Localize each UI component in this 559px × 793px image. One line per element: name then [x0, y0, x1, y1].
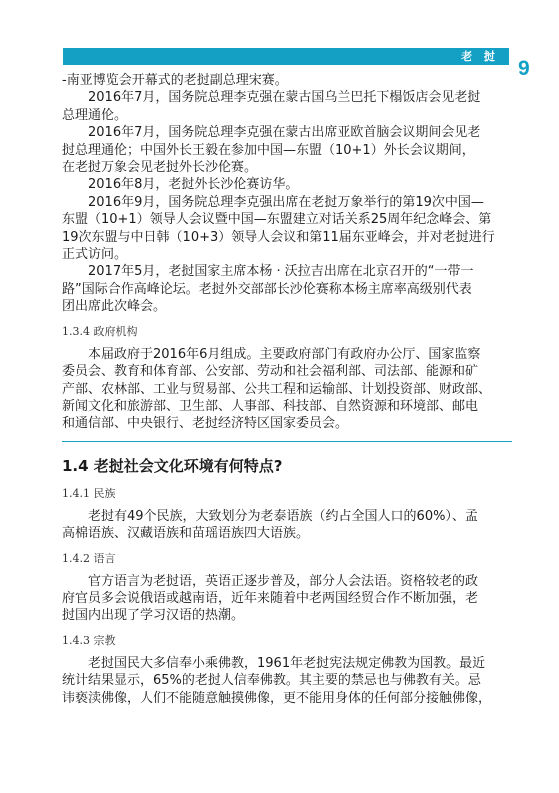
- text-line: 2016年9月，国务院总理李克强出席在老挝万象举行的第19次中国—: [88, 194, 484, 210]
- paragraph-religion: [62, 655, 512, 707]
- paragraph-2017-may: [62, 263, 512, 315]
- text-line: -南亚博览会开幕式的老挝副总理宋赛。: [62, 73, 288, 88]
- subsection-heading-1-4-1: 1.4.1 民族: [62, 486, 116, 500]
- subsection-heading-1-4-2: 1.4.2 语言: [62, 551, 116, 565]
- text-line: 高棉语族、汉藏语族和苗瑶语族四大语族。: [62, 526, 310, 542]
- text-line: 团出席此次峰会。: [62, 299, 167, 315]
- text-line: 在老挝万象会见老挝外长沙伦赛。: [62, 160, 258, 176]
- paragraph-2016-aug: [62, 176, 512, 193]
- text-line: 挝国内出现了学习汉语的热潮。: [62, 608, 245, 624]
- text-line: 产部、农林部、工业与贸易部、公共工程和运输部、计划投资部、财政部、: [62, 381, 492, 397]
- text-line: 本届政府于2016年6月组成。主要政府部门有政府办公厅、国家监察: [88, 346, 481, 362]
- text-line: 和通信部、中央银行、老挝经济特区国家委员会。: [62, 416, 349, 432]
- subsection-heading-1-4-3: 1.4.3 宗教: [62, 633, 116, 647]
- paragraph-2016-sep: [62, 194, 512, 264]
- text-line: 2017年5月，老挝国家主席本杨 · 沃拉吉出席在北京召开的“一带一: [88, 264, 474, 280]
- page-content: [62, 72, 512, 707]
- text-line: 2016年7月，国务院总理李克强在蒙古国乌兰巴托下榻饭店会见老挝: [88, 90, 481, 106]
- paragraph-continuation: [62, 72, 512, 89]
- text-line: 统计结果显示，65%的老挝人信奉佛教。其主要的禁忌也与佛教有关。忌: [62, 673, 481, 689]
- paragraph-ethnic-groups: [62, 508, 512, 543]
- text-line: 19次东盟与中日韩（10+3）领导人会议和第11届东亚峰会，并对老挝进行: [62, 229, 495, 245]
- header-band: [63, 48, 509, 65]
- paragraph-2016-jul-b: [62, 124, 512, 176]
- text-line: 正式访问。: [62, 247, 128, 263]
- text-line: 2016年7月，国务院总理李克强在蒙古出席亚欧首脑会议期间会见老: [88, 125, 481, 141]
- text-line: 新闻文化和旅游部、卫生部、人事部、科技部、自然资源和环境部、邮电: [62, 398, 479, 414]
- text-line: 老挝国民大多信奉小乘佛教，1961年老挝宪法规定佛教为国教。最近: [88, 655, 486, 671]
- text-line: 挝总理通伦；中国外长王毅在参加中国—东盟（10+1）外长会议期间，: [62, 142, 475, 158]
- section-heading-1-4: 1.4 老挝社会文化环境有何特点?: [62, 456, 283, 475]
- text-line: 府官员多会说俄语或越南语，近年来随着中老两国经贸合作不断加强，老: [62, 590, 479, 606]
- subsection-heading-1-3-4: 1.3.4 政府机构: [62, 324, 138, 338]
- section-divider: [62, 441, 512, 442]
- running-header-title: 老 挝: [461, 50, 499, 63]
- paragraph-language: [62, 573, 512, 625]
- text-line: 2016年8月，老挝外长沙伦赛访华。: [88, 177, 299, 193]
- text-line: 东盟（10+1）领导人会议暨中国—东盟建立对话关系25周年纪念峰会、第: [62, 212, 492, 228]
- paragraph-government: [62, 346, 512, 433]
- text-line: 总理通伦。: [62, 107, 128, 123]
- paragraph-2016-jul-a: [62, 89, 512, 124]
- text-line: 官方语言为老挝语，英语正逐步普及，部分人会法语。资格较老的政: [88, 573, 479, 589]
- page-number: 9: [518, 57, 530, 80]
- text-line: 老挝有49个民族，大致划分为老泰语族（约占全国人口的60%）、孟: [88, 508, 478, 524]
- text-line: 委员会、教育和体育部、公安部、劳动和社会福利部、司法部、能源和矿: [62, 364, 479, 380]
- text-line: 路”国际合作高峰论坛。老挝外交部部长沙伦赛称本杨主席率高级别代表: [62, 281, 472, 297]
- text-line: 讳亵渎佛像，人们不能随意触摸佛像，更不能用身体的任何部分接触佛像，: [62, 690, 492, 706]
